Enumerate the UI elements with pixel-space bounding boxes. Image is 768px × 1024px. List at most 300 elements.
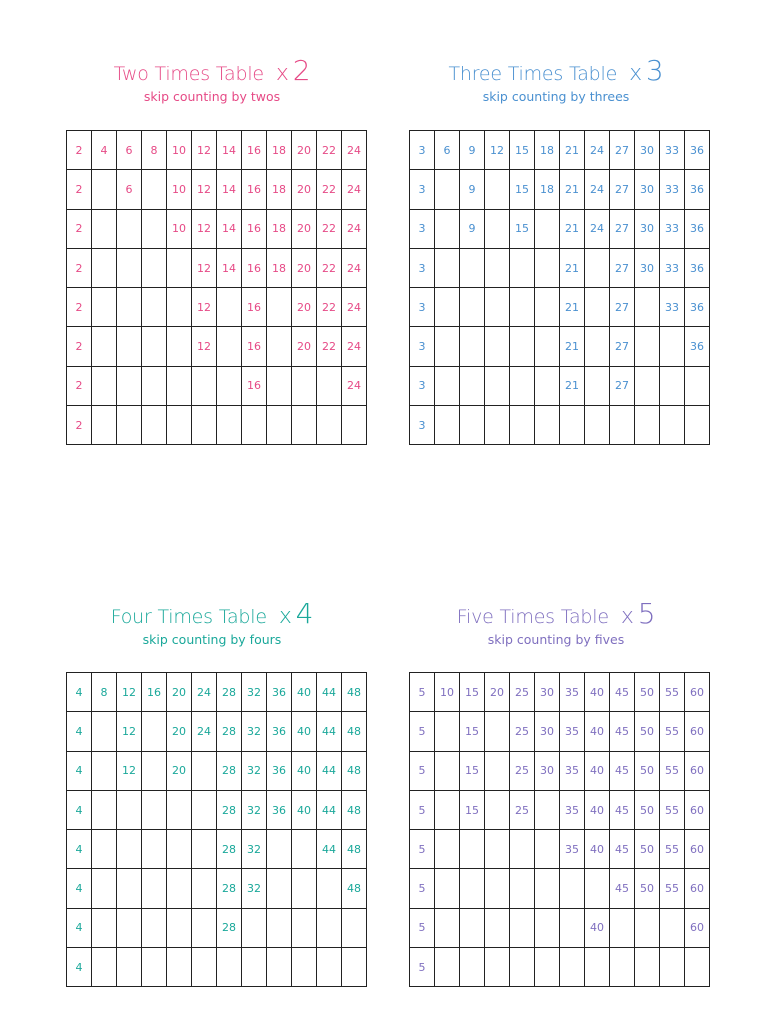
table-row <box>410 366 710 405</box>
grid-cell: 30 <box>535 751 560 790</box>
grid-cell: 25 <box>510 790 535 829</box>
grid-cell: 2 <box>67 366 92 405</box>
grid-cell: 22 <box>317 131 342 170</box>
grid-cell: 24 <box>192 712 217 751</box>
grid-cell <box>142 170 167 209</box>
four-times-title-text: Four Times Table <box>110 606 267 628</box>
grid-cell: 3 <box>410 209 435 248</box>
grid-cell: 36 <box>685 131 710 170</box>
grid-cell: 5 <box>410 712 435 751</box>
grid-cell <box>435 790 460 829</box>
grid-cell <box>267 908 292 947</box>
grid-cell: 24 <box>342 131 367 170</box>
grid-cell: 24 <box>342 209 367 248</box>
table-row <box>410 712 710 751</box>
grid-cell <box>535 908 560 947</box>
grid-cell <box>635 366 660 405</box>
grid-cell: 15 <box>510 131 535 170</box>
grid-cell: 60 <box>685 712 710 751</box>
grid-cell: 16 <box>242 209 267 248</box>
grid-cell <box>117 869 142 908</box>
grid-cell <box>142 751 167 790</box>
grid-cell: 2 <box>67 327 92 366</box>
grid-cell <box>192 790 217 829</box>
grid-cell <box>585 948 610 987</box>
three-times-heading <box>400 54 712 104</box>
grid-cell: 36 <box>267 712 292 751</box>
grid-cell <box>117 948 142 987</box>
grid-cell <box>142 830 167 869</box>
grid-cell: 36 <box>685 248 710 287</box>
grid-cell: 27 <box>610 366 635 405</box>
grid-cell <box>660 406 685 445</box>
three-times-title <box>448 54 664 87</box>
grid-cell: 18 <box>267 170 292 209</box>
grid-cell <box>560 406 585 445</box>
grid-cell: 10 <box>435 673 460 712</box>
grid-cell: 33 <box>660 288 685 327</box>
grid-cell <box>535 406 560 445</box>
grid-cell <box>192 751 217 790</box>
grid-cell: 4 <box>67 830 92 869</box>
grid-cell: 18 <box>535 170 560 209</box>
grid-cell <box>685 366 710 405</box>
grid-cell <box>317 406 342 445</box>
grid-cell: 44 <box>317 673 342 712</box>
grid-cell <box>585 869 610 908</box>
grid-cell <box>635 406 660 445</box>
grid-cell <box>242 948 267 987</box>
grid-cell: 20 <box>292 170 317 209</box>
grid-cell <box>167 790 192 829</box>
grid-cell <box>142 712 167 751</box>
three-times-number: 3 <box>645 54 664 87</box>
grid-cell: 12 <box>117 673 142 712</box>
grid-cell <box>192 366 217 405</box>
grid-cell <box>292 830 317 869</box>
table-row <box>410 830 710 869</box>
grid-cell <box>685 406 710 445</box>
grid-cell: 60 <box>685 751 710 790</box>
grid-cell: 8 <box>92 673 117 712</box>
grid-cell <box>192 908 217 947</box>
grid-cell <box>342 908 367 947</box>
grid-cell: 25 <box>510 673 535 712</box>
grid-cell: 16 <box>242 366 267 405</box>
grid-cell: 44 <box>317 790 342 829</box>
grid-cell: 4 <box>67 908 92 947</box>
grid-cell: 32 <box>242 751 267 790</box>
four-times-number: 4 <box>295 597 314 630</box>
grid-cell: 3 <box>410 406 435 445</box>
grid-cell: 48 <box>342 790 367 829</box>
grid-cell: 21 <box>560 131 585 170</box>
grid-cell <box>267 288 292 327</box>
grid-cell <box>610 948 635 987</box>
grid-cell <box>167 327 192 366</box>
grid-cell <box>460 406 485 445</box>
grid-cell <box>610 908 635 947</box>
grid-cell: 18 <box>267 248 292 287</box>
grid-cell: 15 <box>460 712 485 751</box>
grid-cell: 28 <box>217 673 242 712</box>
grid-cell <box>535 327 560 366</box>
grid-cell: 10 <box>167 209 192 248</box>
grid-cell: 45 <box>610 830 635 869</box>
grid-cell <box>485 751 510 790</box>
grid-cell: 14 <box>217 248 242 287</box>
grid-cell <box>435 366 460 405</box>
grid-cell <box>535 830 560 869</box>
table-row <box>67 869 367 908</box>
grid-cell <box>460 830 485 869</box>
two-times-block <box>56 54 368 104</box>
grid-cell: 5 <box>410 908 435 947</box>
grid-cell <box>217 288 242 327</box>
grid-cell: 30 <box>635 170 660 209</box>
grid-cell: 33 <box>660 248 685 287</box>
grid-cell <box>435 406 460 445</box>
grid-cell: 35 <box>560 830 585 869</box>
grid-cell: 6 <box>117 131 142 170</box>
grid-cell: 3 <box>410 327 435 366</box>
table-row <box>67 288 367 327</box>
two-times-number: 2 <box>292 54 311 87</box>
grid-cell: 3 <box>410 248 435 287</box>
grid-cell: 5 <box>410 790 435 829</box>
grid-cell <box>117 830 142 869</box>
grid-cell <box>485 790 510 829</box>
grid-cell: 18 <box>535 131 560 170</box>
grid-cell: 20 <box>167 751 192 790</box>
grid-cell <box>92 869 117 908</box>
grid-cell: 21 <box>560 170 585 209</box>
grid-cell: 2 <box>67 248 92 287</box>
grid-cell <box>485 869 510 908</box>
grid-cell: 6 <box>117 170 142 209</box>
grid-cell <box>435 712 460 751</box>
grid-cell <box>485 948 510 987</box>
grid-cell <box>167 366 192 405</box>
grid-cell <box>510 948 535 987</box>
grid-cell: 12 <box>192 248 217 287</box>
grid-cell: 36 <box>267 673 292 712</box>
grid-cell: 36 <box>267 790 292 829</box>
five-times-title-text: Five Times Table <box>456 606 609 628</box>
grid-cell <box>92 248 117 287</box>
grid-cell <box>117 406 142 445</box>
grid-cell: 35 <box>560 673 585 712</box>
grid-cell <box>292 948 317 987</box>
grid-cell <box>167 248 192 287</box>
grid-cell: 55 <box>660 790 685 829</box>
grid-cell <box>292 366 317 405</box>
grid-cell <box>92 209 117 248</box>
grid-cell: 24 <box>342 248 367 287</box>
grid-cell <box>510 908 535 947</box>
grid-cell: 20 <box>292 327 317 366</box>
five-times-number: 5 <box>637 597 656 630</box>
grid-cell: 27 <box>610 209 635 248</box>
table-row <box>67 830 367 869</box>
grid-cell <box>435 170 460 209</box>
grid-cell: 28 <box>217 751 242 790</box>
grid-cell <box>292 869 317 908</box>
grid-cell: 21 <box>560 366 585 405</box>
grid-cell: 40 <box>585 790 610 829</box>
three-times-title-text: Three Times Table <box>448 63 618 85</box>
grid-cell: 12 <box>117 712 142 751</box>
grid-cell: 36 <box>267 751 292 790</box>
two-times-title <box>113 54 311 87</box>
table-row <box>67 712 367 751</box>
grid-cell: 6 <box>435 131 460 170</box>
table-row <box>67 327 367 366</box>
grid-cell: 50 <box>635 712 660 751</box>
table-row <box>410 170 710 209</box>
grid-cell <box>560 908 585 947</box>
grid-cell: 4 <box>92 131 117 170</box>
grid-cell <box>435 751 460 790</box>
grid-cell: 12 <box>192 288 217 327</box>
grid-cell: 24 <box>342 327 367 366</box>
grid-cell <box>435 908 460 947</box>
three-times-grid <box>409 130 710 445</box>
grid-cell: 60 <box>685 869 710 908</box>
grid-cell: 55 <box>660 751 685 790</box>
grid-cell: 2 <box>67 288 92 327</box>
grid-cell: 24 <box>342 170 367 209</box>
grid-cell <box>510 288 535 327</box>
grid-cell: 28 <box>217 712 242 751</box>
grid-cell: 12 <box>192 170 217 209</box>
grid-cell: 60 <box>685 673 710 712</box>
grid-cell: 16 <box>242 170 267 209</box>
table-row <box>410 327 710 366</box>
grid-cell: 40 <box>585 830 610 869</box>
grid-cell <box>217 948 242 987</box>
grid-cell <box>535 209 560 248</box>
grid-cell: 4 <box>67 673 92 712</box>
grid-cell <box>435 288 460 327</box>
grid-cell <box>192 948 217 987</box>
grid-cell <box>117 327 142 366</box>
grid-cell <box>485 248 510 287</box>
grid-cell <box>292 406 317 445</box>
grid-cell <box>317 366 342 405</box>
table-row <box>67 248 367 287</box>
three-times-x: x <box>629 61 642 86</box>
grid-cell <box>142 327 167 366</box>
grid-cell <box>342 948 367 987</box>
grid-cell <box>267 869 292 908</box>
grid-cell <box>460 327 485 366</box>
grid-cell <box>535 366 560 405</box>
grid-cell: 30 <box>535 673 560 712</box>
grid-cell: 44 <box>317 712 342 751</box>
grid-cell <box>685 948 710 987</box>
grid-cell <box>167 948 192 987</box>
grid-cell <box>535 869 560 908</box>
grid-cell <box>510 248 535 287</box>
grid-cell <box>660 327 685 366</box>
grid-cell <box>317 948 342 987</box>
grid-cell <box>167 869 192 908</box>
grid-cell: 40 <box>292 751 317 790</box>
table-row <box>410 948 710 987</box>
grid-cell <box>635 948 660 987</box>
four-times-subtitle: skip counting by fours <box>142 632 282 647</box>
table-row <box>67 908 367 947</box>
table-row <box>67 366 367 405</box>
grid-cell: 32 <box>242 673 267 712</box>
grid-cell <box>267 366 292 405</box>
grid-cell: 27 <box>610 170 635 209</box>
grid-cell: 20 <box>167 673 192 712</box>
grid-cell <box>585 288 610 327</box>
grid-cell: 40 <box>585 712 610 751</box>
grid-cell: 15 <box>460 673 485 712</box>
grid-cell <box>510 406 535 445</box>
two-times-grid <box>66 130 367 445</box>
grid-cell <box>217 406 242 445</box>
grid-cell: 15 <box>460 751 485 790</box>
grid-cell <box>317 908 342 947</box>
grid-cell: 48 <box>342 673 367 712</box>
grid-cell <box>560 869 585 908</box>
grid-cell: 35 <box>560 751 585 790</box>
grid-cell: 8 <box>142 131 167 170</box>
grid-cell <box>167 288 192 327</box>
grid-cell <box>142 366 167 405</box>
grid-cell: 22 <box>317 170 342 209</box>
grid-cell <box>660 948 685 987</box>
grid-cell <box>142 248 167 287</box>
two-times-subtitle: skip counting by twos <box>143 89 281 104</box>
grid-cell <box>535 948 560 987</box>
grid-cell: 45 <box>610 712 635 751</box>
grid-cell: 2 <box>67 170 92 209</box>
grid-cell <box>510 869 535 908</box>
grid-cell <box>510 327 535 366</box>
table-row <box>67 790 367 829</box>
grid-cell <box>92 712 117 751</box>
grid-cell: 40 <box>292 790 317 829</box>
grid-cell <box>435 869 460 908</box>
grid-cell: 32 <box>242 712 267 751</box>
grid-cell <box>267 327 292 366</box>
grid-cell: 40 <box>292 712 317 751</box>
grid-cell: 30 <box>635 248 660 287</box>
grid-cell: 10 <box>167 170 192 209</box>
grid-cell <box>660 366 685 405</box>
grid-cell <box>142 908 167 947</box>
grid-cell <box>460 908 485 947</box>
grid-cell: 9 <box>460 209 485 248</box>
grid-cell: 4 <box>67 712 92 751</box>
grid-cell <box>267 948 292 987</box>
table-row <box>410 751 710 790</box>
table-row <box>410 209 710 248</box>
grid-cell: 18 <box>267 131 292 170</box>
grid-cell <box>635 327 660 366</box>
table-row <box>410 908 710 947</box>
grid-cell <box>510 830 535 869</box>
two-times-heading <box>56 54 368 104</box>
grid-cell: 48 <box>342 751 367 790</box>
grid-cell <box>485 908 510 947</box>
grid-cell <box>217 327 242 366</box>
grid-cell <box>142 948 167 987</box>
grid-cell: 28 <box>217 869 242 908</box>
grid-cell <box>267 830 292 869</box>
table-row <box>67 673 367 712</box>
grid-cell: 45 <box>610 751 635 790</box>
grid-cell <box>485 366 510 405</box>
grid-cell <box>585 327 610 366</box>
grid-cell <box>92 366 117 405</box>
grid-cell <box>585 406 610 445</box>
grid-cell: 36 <box>685 327 710 366</box>
grid-cell <box>92 790 117 829</box>
four-times-heading <box>56 597 368 647</box>
grid-cell: 35 <box>560 712 585 751</box>
table-row <box>67 209 367 248</box>
grid-cell: 50 <box>635 673 660 712</box>
four-times-x: x <box>278 604 292 629</box>
three-times-subtitle: skip counting by threes <box>482 89 630 104</box>
grid-cell: 4 <box>67 948 92 987</box>
grid-cell: 32 <box>242 790 267 829</box>
grid-cell: 44 <box>317 830 342 869</box>
grid-cell <box>485 712 510 751</box>
grid-cell <box>460 248 485 287</box>
grid-cell: 16 <box>142 673 167 712</box>
grid-cell: 14 <box>217 209 242 248</box>
five-times-x: x <box>620 604 634 629</box>
grid-cell: 22 <box>317 327 342 366</box>
grid-cell <box>192 869 217 908</box>
grid-cell: 5 <box>410 948 435 987</box>
grid-cell: 24 <box>585 209 610 248</box>
grid-cell <box>460 288 485 327</box>
grid-cell <box>560 948 585 987</box>
grid-cell: 24 <box>342 288 367 327</box>
grid-cell: 32 <box>242 830 267 869</box>
grid-cell <box>485 830 510 869</box>
grid-cell: 16 <box>242 327 267 366</box>
grid-cell: 18 <box>267 209 292 248</box>
grid-cell: 36 <box>685 288 710 327</box>
grid-cell: 45 <box>610 869 635 908</box>
grid-cell: 20 <box>167 712 192 751</box>
grid-cell: 55 <box>660 830 685 869</box>
grid-cell: 24 <box>192 673 217 712</box>
grid-cell <box>142 288 167 327</box>
grid-cell <box>342 406 367 445</box>
grid-cell <box>585 248 610 287</box>
grid-cell: 22 <box>317 209 342 248</box>
table-row <box>410 131 710 170</box>
grid-cell <box>117 908 142 947</box>
grid-cell: 40 <box>585 908 610 947</box>
grid-cell <box>485 406 510 445</box>
grid-cell: 9 <box>460 170 485 209</box>
grid-cell <box>635 908 660 947</box>
grid-cell <box>435 948 460 987</box>
five-times-title <box>456 597 656 630</box>
grid-cell <box>167 406 192 445</box>
